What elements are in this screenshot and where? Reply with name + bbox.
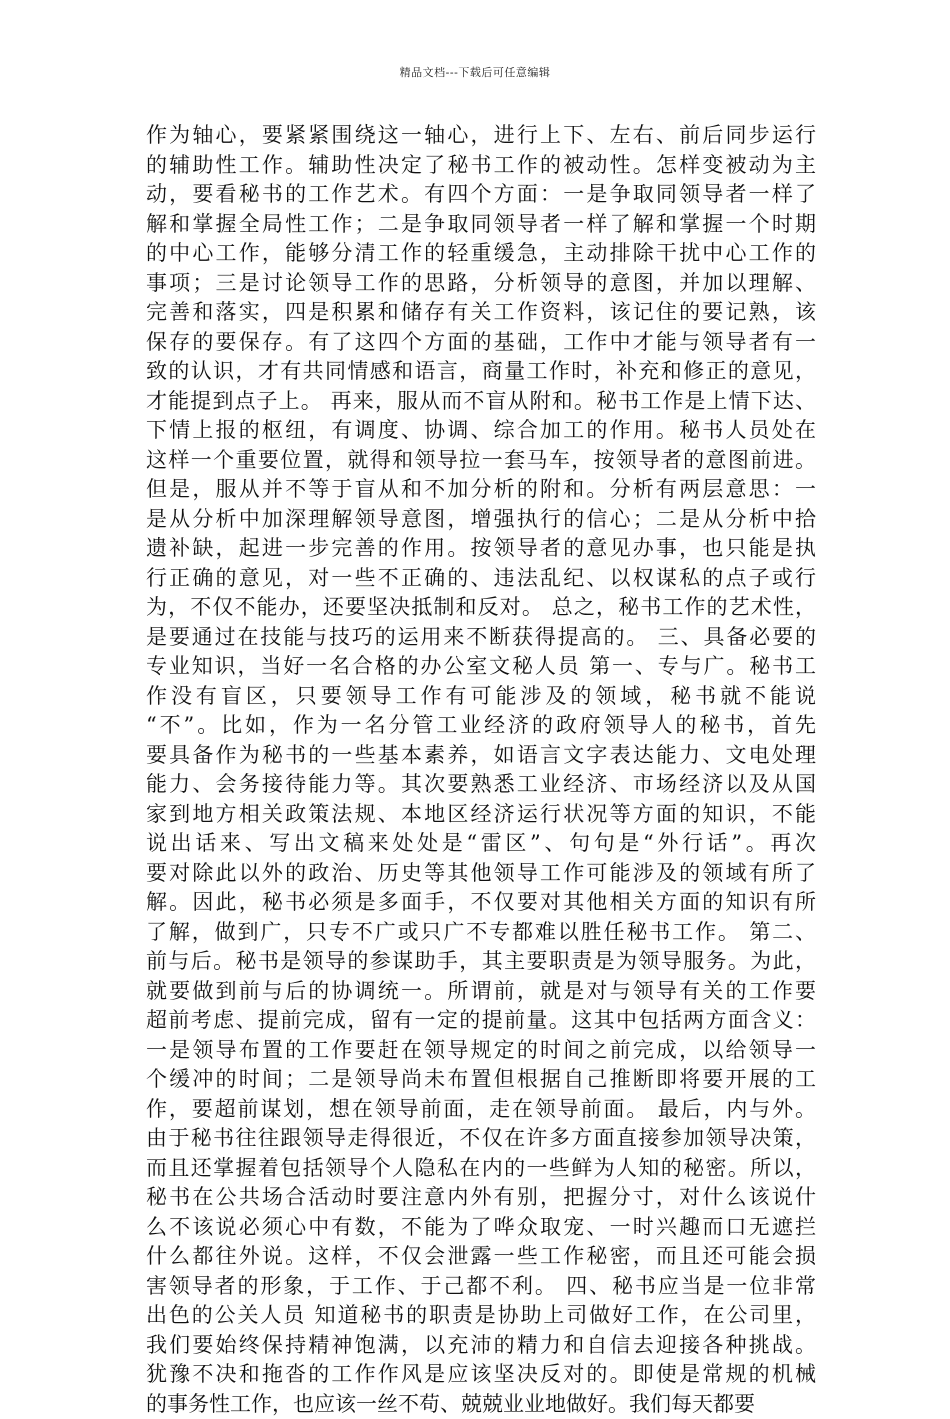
text-line: 的辅助性工作。辅助性决定了秘书工作的被动性。怎样变被动为主	[146, 151, 816, 181]
text-line: 而且还掌握着包括领导个人隐私在内的一些鲜为人知的秘密。所以，	[146, 1154, 816, 1184]
text-line: 下情上报的枢纽，有调度、协调、综合加工的作用。秘书人员处在	[146, 416, 816, 446]
text-line: 的中心工作，能够分清工作的轻重缓急，主动排除干扰中心工作的	[146, 239, 816, 269]
text-line: 害领导者的形象，于工作、于己都不利。 四、秘书应当是一位非常	[146, 1272, 816, 1302]
text-line: 么不该说必须心中有数，不能为了哗众取宠、一时兴趣而口无遮拦	[146, 1213, 816, 1243]
text-line: 什么都往外说。这样，不仅会泄露一些工作秘密，而且还可能会损	[146, 1242, 816, 1272]
text-line: 完善和落实，四是积累和储存有关工作资料，该记住的要记熟，该	[146, 298, 816, 328]
text-line: 才能提到点子上。 再来，服从而不盲从附和。秘书工作是上情下达、	[146, 387, 816, 417]
text-line: 说出话来、写出文稿来处处是“雷区”、句句是“外行话”。再次	[146, 829, 816, 859]
text-line: 家到地方相关政策法规、本地区经济运行状况等方面的知识，不能	[146, 800, 816, 830]
text-line: 遗补缺，起进一步完善的作用。按领导者的意见办事，也只能是执	[146, 534, 816, 564]
text-line: 的事务性工作，也应该一丝不苟、兢兢业业地做好。我们每天都要	[146, 1390, 816, 1419]
text-line: 一是领导布置的工作要赶在领导规定的时间之前完成，以给领导一	[146, 1036, 816, 1066]
text-line: 保存的要保存。有了这四个方面的基础，工作中才能与领导者有一	[146, 328, 816, 358]
text-line: 由于秘书往往跟领导走得很近，不仅在许多方面直接参加领导决策，	[146, 1124, 816, 1154]
text-line: 前与后。秘书是领导的参谋助手，其主要职责是为领导服务。为此，	[146, 947, 816, 977]
text-line: 行正确的意见，对一些不正确的、违法乱纪、以权谋私的点子或行	[146, 564, 816, 594]
text-line: 专业知识，当好一名合格的办公室文秘人员 第一、专与广。秘书工	[146, 652, 816, 682]
text-line: 超前考虑、提前完成，留有一定的提前量。这其中包括两方面含义：	[146, 1006, 816, 1036]
text-line: 为，不仅不能办，还要坚决抵制和反对。 总之，秘书工作的艺术性，	[146, 593, 816, 623]
text-line: 事项；三是讨论领导工作的思路，分析领导的意图，并加以理解、	[146, 269, 816, 299]
text-line: 犹豫不决和拖沓的工作作风是应该坚决反对的。即使是常规的机械	[146, 1360, 816, 1390]
text-line: 个缓冲的时间；二是领导尚未布置但根据自己推断即将要开展的工	[146, 1065, 816, 1095]
page-header: 精品文档---下载后可任意编辑	[0, 64, 950, 80]
text-line: 动，要看秘书的工作艺术。有四个方面：一是争取同领导者一样了	[146, 180, 816, 210]
text-line: 要具备作为秘书的一些基本素养，如语言文字表达能力、文电处理	[146, 741, 816, 771]
text-line: 要对除此以外的政治、历史等其他领导工作可能涉及的领域有所了	[146, 859, 816, 889]
text-line: 作，要超前谋划，想在领导前面，走在领导前面。 最后，内与外。	[146, 1095, 816, 1125]
text-line: 就要做到前与后的协调统一。所谓前，就是对与领导有关的工作要	[146, 977, 816, 1007]
text-line: 秘书在公共场合活动时要注意内外有别，把握分寸，对什么该说什	[146, 1183, 816, 1213]
text-line: 了解，做到广，只专不广或只广不专都难以胜任秘书工作。 第二、	[146, 918, 816, 948]
text-line: 我们要始终保持精神饱满，以充沛的精力和自信去迎接各种挑战。	[146, 1331, 816, 1361]
document-body	[146, 121, 816, 1419]
text-line: 作为轴心，要紧紧围绕这一轴心，进行上下、左右、前后同步运行	[146, 121, 816, 151]
text-line: 是要通过在技能与技巧的运用来不断获得提高的。 三、具备必要的	[146, 623, 816, 653]
text-line: 是从分析中加深理解领导意图，增强执行的信心；二是从分析中拾	[146, 505, 816, 535]
text-line: 致的认识，才有共同情感和语言，商量工作时，补充和修正的意见，	[146, 357, 816, 387]
text-line: “不”。比如，作为一名分管工业经济的政府领导人的秘书，首先	[146, 711, 816, 741]
text-line: 这样一个重要位置，就得和领导拉一套马车，按领导者的意图前进。	[146, 446, 816, 476]
text-line: 出色的公关人员 知道秘书的职责是协助上司做好工作，在公司里，	[146, 1301, 816, 1331]
text-line: 作没有盲区，只要领导工作有可能涉及的领域，秘书就不能说	[146, 682, 816, 712]
text-line: 解。因此，秘书必须是多面手，不仅要对其他相关方面的知识有所	[146, 888, 816, 918]
text-line: 解和掌握全局性工作；二是争取同领导者一样了解和掌握一个时期	[146, 210, 816, 240]
text-line: 能力、会务接待能力等。其次要熟悉工业经济、市场经济以及从国	[146, 770, 816, 800]
text-line: 但是，服从并不等于盲从和不加分析的附和。分析有两层意思：一	[146, 475, 816, 505]
